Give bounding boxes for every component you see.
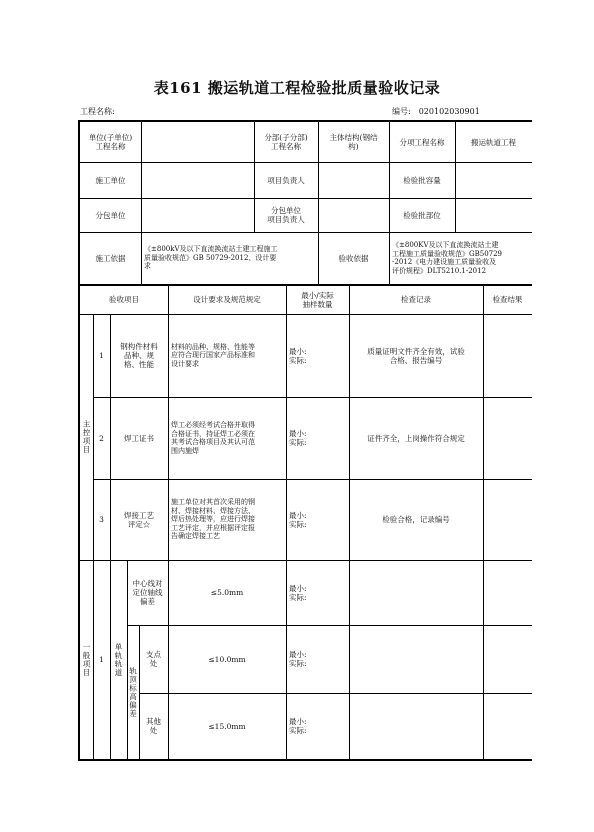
main-row-3-name bbox=[110, 479, 168, 560]
subcontract-leader-label bbox=[254, 198, 318, 232]
main-row-3-record-text: 检验合格，记录编号 bbox=[382, 515, 450, 524]
general-row-no: 1 bbox=[99, 655, 104, 664]
general-group-label: 单轨轨道 bbox=[114, 642, 123, 677]
page-title: 表161 搬运轨道工程检验批质量验收记录 bbox=[153, 79, 441, 97]
construction-unit-label: 施工单位 bbox=[95, 175, 126, 185]
main-row-1-req-text: 材料的品种、规格、性能等 应符合现行国家产品标准和 设计要求 bbox=[171, 342, 255, 368]
subunit-label-text: 分部(子分部) 工程名称 bbox=[264, 133, 308, 151]
general-row-1-sample-text: 最小: 实际: bbox=[289, 583, 307, 602]
unit-name-label-text: 单位(子单位) 工程名称 bbox=[88, 133, 133, 151]
main-row-1-requirement bbox=[169, 314, 286, 397]
main-row-2-name bbox=[110, 397, 168, 479]
main-row-2-name-text: 焊工证书 bbox=[124, 433, 154, 443]
main-row-1-sample-text: 最小: 实际: bbox=[289, 346, 307, 365]
general-row-3-name bbox=[139, 693, 168, 759]
main-row-2-req-text: 焊工必须经考试合格并取得 合格证书，持证焊工必须在 其考试合格项目及其认可范 围内施焊 bbox=[171, 421, 255, 455]
main-row-2-requirement bbox=[169, 397, 286, 479]
general-row-2-name bbox=[139, 625, 168, 693]
subunit-label bbox=[254, 122, 318, 162]
item-name-label: 分项工程名称 bbox=[399, 137, 445, 147]
general-row-3-requirement: ≤15.0mm bbox=[208, 721, 246, 731]
general-row-3-name-text: 其他 处 bbox=[146, 717, 161, 735]
main-row-2-sample bbox=[287, 397, 349, 479]
col-record: 检查记录 bbox=[401, 295, 431, 304]
col-sample bbox=[286, 285, 349, 314]
col-item: 验收项目 bbox=[109, 295, 139, 304]
code-value: 020102030901 bbox=[418, 107, 480, 116]
unit-name-label bbox=[80, 122, 141, 162]
main-row-2-no: 2 bbox=[99, 433, 104, 443]
subunit-value bbox=[318, 122, 389, 162]
general-row-2-name-text: 支点 处 bbox=[146, 650, 161, 668]
general-row-2-requirement: ≤10.0mm bbox=[208, 654, 246, 664]
general-row-2-sample-text: 最小: 实际: bbox=[289, 650, 307, 668]
main-row-3-record bbox=[349, 479, 483, 560]
general-row-1-requirement: ≤5.0mm bbox=[210, 588, 244, 597]
col-result: 检查结果 bbox=[492, 295, 523, 304]
subunit-value-text: 主体结构(钢结 构) bbox=[329, 133, 378, 151]
general-row-2-sample bbox=[287, 625, 349, 693]
batch-capacity-label: 检验批容量 bbox=[403, 175, 441, 185]
main-row-3-req-text: 施工单位对其首次采用的钢 材、焊接材料、焊接方法、 焊后热处理等，应进行焊接 工艺评定，并应根据评定报 告确定焊接工艺 bbox=[171, 498, 255, 541]
main-row-3-sample-text: 最小: 实际: bbox=[289, 510, 307, 529]
main-row-3-requirement bbox=[169, 479, 286, 560]
main-row-1-name bbox=[110, 314, 168, 397]
main-row-2-sample-text: 最小: 实际: bbox=[289, 429, 307, 447]
general-subgroup-label: 轨顶标高偏差 bbox=[128, 666, 138, 718]
general-row-3-sample-text: 最小: 实际: bbox=[289, 717, 307, 735]
col-requirement: 设计要求及规范规定 bbox=[193, 295, 261, 304]
main-row-3-no: 3 bbox=[99, 515, 104, 524]
acceptance-basis-text: 《±800KV及以下直流换流站土建 工程施工质量验收规范》GB50729 -2012《电力建设施工质量验收及 评价规程》DLT5210.1-2012 bbox=[392, 241, 503, 275]
main-row-1-name-text: 钢构件材料 品种、规 格、性能 bbox=[120, 342, 158, 369]
general-items-label: 一般项目 bbox=[82, 642, 91, 677]
project-name-label: 工程名称: bbox=[80, 107, 115, 116]
main-row-1-no: 1 bbox=[99, 351, 104, 360]
construction-basis-value bbox=[142, 232, 318, 284]
main-row-1-sample bbox=[287, 314, 349, 397]
construction-basis-text: 《±800kV及以下直流换流站土建工程施工 质量验收规范》GB 50729-2012、设计要 求 bbox=[144, 245, 278, 271]
col-sample-text: 最小/实际 抽样数量 bbox=[301, 290, 334, 309]
project-leader-label: 项目负责人 bbox=[267, 175, 305, 185]
main-row-2-record bbox=[349, 397, 483, 479]
subcontract-leader-text: 分包单位 项目负责人 bbox=[267, 206, 305, 224]
batch-location-label: 检验批部位 bbox=[403, 210, 441, 220]
code-label: 编号: bbox=[392, 107, 411, 116]
general-row-1-sample bbox=[287, 560, 349, 625]
code-field bbox=[392, 106, 480, 117]
general-row-1-name bbox=[127, 560, 168, 625]
general-row-3-sample bbox=[287, 693, 349, 759]
main-row-2-record-text: 证件齐全，上岗操作符合规定 bbox=[367, 433, 465, 443]
main-row-3-sample bbox=[287, 479, 349, 560]
acceptance-basis-value bbox=[390, 232, 532, 284]
main-row-3-name-text: 焊接工艺 评定☆ bbox=[124, 510, 154, 529]
item-name-value: 搬运轨道工程 bbox=[471, 137, 516, 147]
main-row-1-record-text: 质量证明文件齐全有效，试验 合格、报告编号 bbox=[367, 346, 465, 365]
general-row-1-name-text: 中心线对 定位轴线 偏差 bbox=[132, 579, 163, 606]
construction-basis-label: 施工依据 bbox=[95, 253, 126, 263]
subcontract-unit-label: 分包单位 bbox=[95, 210, 126, 220]
main-row-1-record bbox=[349, 314, 483, 397]
main-items-label: 主控项目 bbox=[82, 420, 91, 454]
acceptance-basis-label: 验收依据 bbox=[338, 253, 369, 263]
